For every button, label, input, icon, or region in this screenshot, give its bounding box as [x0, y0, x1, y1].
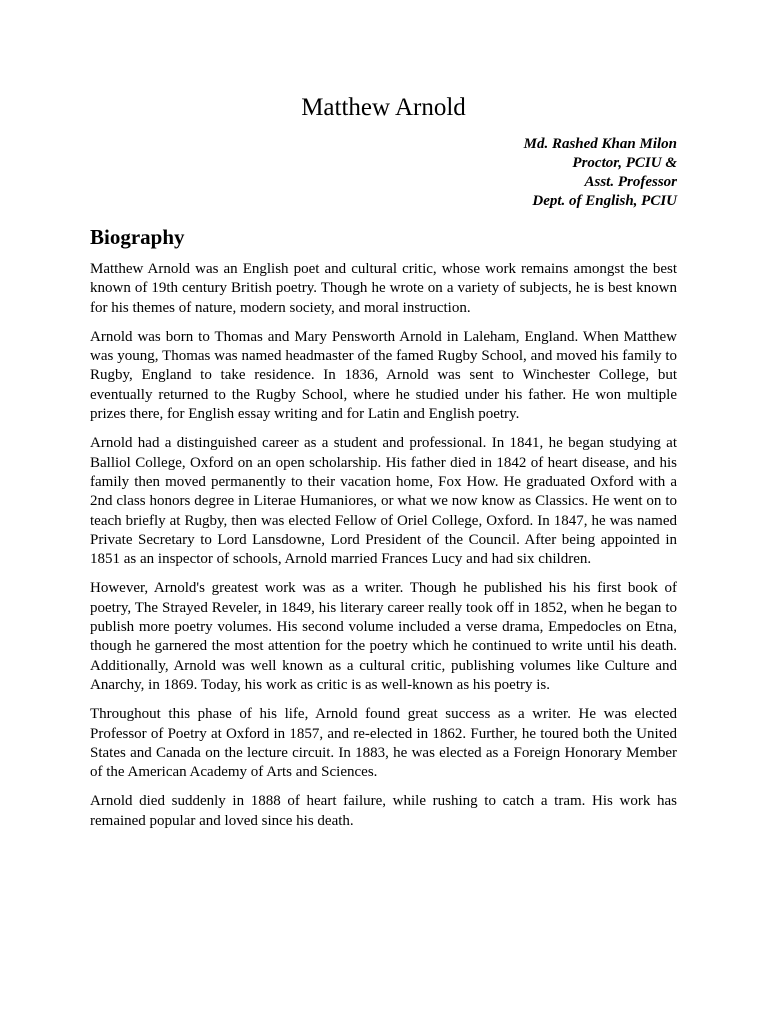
author-name: Md. Rashed Khan Milon: [523, 136, 677, 152]
paragraph: However, Arnold's greatest work was as a writer. Though he published his his first book of poetry, The Strayed Reveler, in 1849, his literary career really took off in 1852, when he began to publish more poetry volumes. His second volume included a verse drama, Empedocles on Etna, though he garnered the most attention for the poetry which he continued to write until his death. Additionally, Arnold was well known as a cultural critic, publishing volumes like Culture and Anarchy, in 1869. Today, his work as critic is as well-known as his poetry is.: [90, 580, 677, 693]
paragraph: Arnold died suddenly in 1888 of heart failure, while rushing to catch a tram. His work has remained popular and loved since his death.: [90, 793, 677, 829]
paragraph: Arnold was born to Thomas and Mary Pensworth Arnold in Laleham, England. When Matthew was young, Thomas was named headmaster of the famed Rugby School, and moved his family to Rugby, England to take residence. In 1836, Arnold was sent to Winchester College, but eventually returned to the Rugby School, where he studied under his father. He won multiple prizes there, for English essay writing and for Latin and English poetry.: [90, 328, 677, 423]
section-heading: Biography: [90, 225, 185, 249]
document-page: [90, 93, 677, 841]
author-block: [90, 135, 677, 211]
page-title: Matthew Arnold: [301, 94, 466, 121]
paragraph: Throughout this phase of his life, Arnold found great success as a writer. He was elected Professor of Poetry at Oxford in 1857, and re-elected in 1862. Further, he toured both the United States and Canada on the lecture circuit. In 1883, he was elected as a Foreign Honorary Member of the American Academy of Arts and Sciences.: [90, 706, 677, 781]
paragraph: Arnold had a distinguished career as a student and professional. In 1841, he began studying at Balliol College, Oxford on an open scholarship. His father died in 1842 of heart disease, and his family then moved permanently to their vacation home, Fox How. He graduated Oxford with a 2nd class honors degree in Literae Humaniores, or what we now know as Classics. He went on to teach briefly at Rugby, then was elected Fellow of Oriel College, Oxford. In 1847, he was named Private Secretary to Lord Lansdowne, Lord President of the Council. After being appointed in 1851 as an inspector of schools, Arnold married Frances Lucy and had six children.: [90, 435, 677, 568]
author-role-professor: Asst. Professor: [584, 174, 677, 190]
paragraph: Matthew Arnold was an English poet and cultural critic, whose work remains amongst the best known of 19th century British poetry. Though he wrote on a variety of subjects, he is best known for his themes of nature, modern society, and moral instruction.: [90, 261, 677, 316]
author-department: Dept. of English, PCIU: [532, 193, 677, 209]
author-role-proctor: Proctor, PCIU &: [572, 155, 677, 171]
